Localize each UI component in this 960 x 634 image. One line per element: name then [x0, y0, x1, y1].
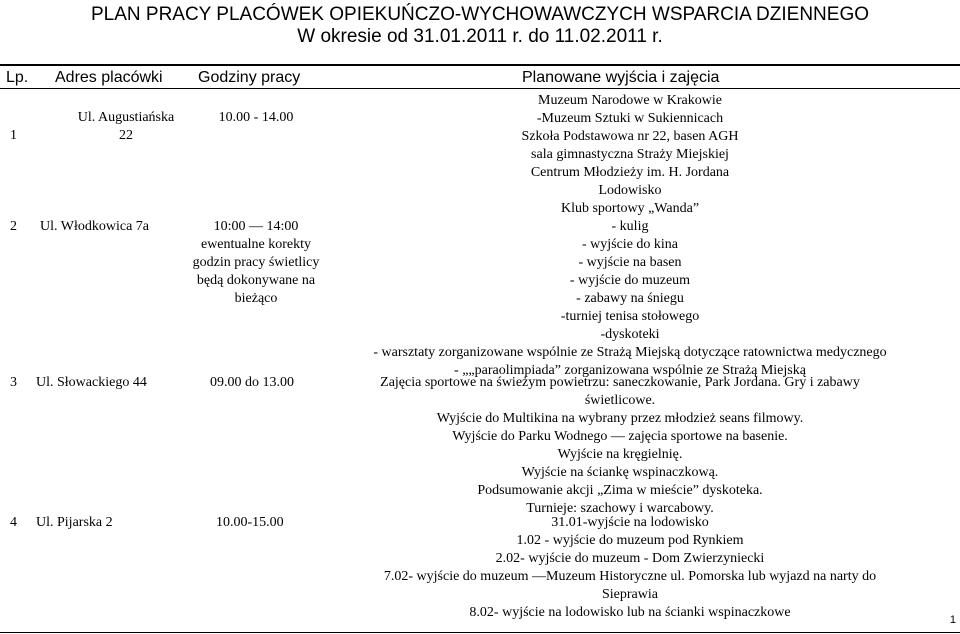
row1-address [66, 109, 186, 145]
plan-item: 8.02- wyjście na lodowisko lub na ścianki wspinaczkowe [469, 605, 791, 620]
plan-item: - „„paraolimpiada” zorganizowana wspólnie ze Strażą Miejską [454, 363, 806, 378]
plan-item: - kulig [611, 219, 649, 234]
plan-item: sala gimnastyczna Straży Miejskiej [531, 147, 729, 162]
row4-hours: 10.00-15.00 [216, 515, 284, 530]
row2-hours [180, 218, 332, 308]
row1-hours [185, 109, 327, 127]
plan-item: -Muzeum Sztuki w Sukiennicach [536, 111, 724, 126]
row2-hours-line: godzin pracy świetlicy [192, 255, 320, 270]
row1-address-line: 22 [119, 128, 133, 143]
plan-item: Wyjście na kręgielnię. [557, 447, 683, 462]
page-number: 1 [949, 614, 956, 626]
row1-plans [430, 92, 830, 218]
plan-item: Muzeum Narodowe w Krakowie [538, 93, 722, 108]
document-title: PLAN PRACY PLACÓWEK OPIEKUŃCZO-WYCHOWAWCZYCH WSPARCIA DZIENNEGO [90, 4, 870, 25]
header-hours: Godziny pracy [198, 69, 301, 86]
row4-address: Ul. Pijarska 2 [36, 515, 113, 530]
plan-item: Sieprawia [602, 587, 658, 602]
row2-lp: 2 [10, 219, 17, 234]
row4-lp: 4 [10, 515, 17, 530]
header-plans: Planowane wyjścia i zajęcia [522, 69, 720, 86]
row2-hours-line: 10:00 — 14:00 [213, 219, 299, 234]
row2-hours-line: ewentualne korekty [200, 237, 311, 252]
plan-item: Podsumowanie akcji „Zima w mieście” dyskoteka. [477, 483, 763, 498]
header-lp: Lp. [6, 69, 29, 86]
plan-item: - wyjście na basen [578, 255, 682, 270]
row3-address: Ul. Słowackiego 44 [36, 375, 147, 390]
row3-lp: 3 [10, 375, 17, 390]
row2-address: Ul. Włodkowica 7a [40, 219, 149, 234]
plan-item: 7.02- wyjście do muzeum —Muzeum Historyczne ul. Pomorska lub wyjazd na narty do [383, 569, 877, 584]
row1-lp: 1 [10, 128, 17, 143]
row4-plans [340, 514, 920, 622]
plan-item: -dyskoteki [600, 327, 660, 342]
plan-item: Wyjście na ściankę wspinaczkową. [521, 465, 719, 480]
plan-item: - wyjście do muzeum [569, 273, 691, 288]
plan-item: Lodowisko [598, 183, 662, 198]
plan-item: 31.01-wyjście na lodowisko [551, 515, 709, 530]
table-top-border [0, 64, 960, 66]
plan-item: Wyjście do Multikina na wybrany przez młodzież seans filmowy. [436, 411, 804, 426]
plan-item: - warsztaty zorganizowane wspólnie ze Strażą Miejską dotyczące ratownictwa medycznego [373, 345, 887, 360]
plan-item: Wyjście do Parku Wodnego — zajęcia sportowe na basenie. [452, 429, 788, 444]
table-bottom-border [0, 632, 960, 633]
plan-item: -turniej tenisa stołowego [560, 309, 700, 324]
row2-hours-line: bieżąco [234, 291, 278, 306]
plan-item: świetlicowe. [584, 393, 656, 408]
plan-item: Szkoła Podstawowa nr 22, basen AGH [521, 129, 739, 144]
plan-item: Klub sportowy „Wanda” [560, 201, 700, 216]
row3-plans [345, 374, 895, 518]
plan-item: - wyjście do kina [581, 237, 679, 252]
plan-item: Zajęcia sportowe na świeżym powietrzu: saneczkowanie, Park Jordana. Gry i zabawy [380, 375, 860, 390]
row1-hours-line: 10.00 - 14.00 [218, 110, 294, 125]
plan-item: - zabawy na śniegu [576, 291, 684, 306]
row2-hours-line: będą dokonywane na [196, 273, 316, 288]
plan-item: 2.02- wyjście do muzeum - Dom Zwierzyniecki [495, 551, 765, 566]
document-subtitle: W okresie od 31.01.2011 r. do 11.02.2011 r. [297, 26, 663, 47]
row3-hours: 09.00 do 13.00 [210, 375, 294, 390]
row2-plans [340, 218, 920, 380]
plan-item: Turnieje: szachowy i warcabowy. [526, 501, 714, 516]
header-address: Adres placówki [55, 69, 163, 86]
plan-item: 1.02 - wyjście do muzeum pod Rynkiem [516, 533, 744, 548]
row1-address-line: Ul. Augustiańska [77, 110, 175, 125]
plan-item: Centrum Młodzieży im. H. Jordana [530, 165, 730, 180]
header-bottom-border [0, 88, 960, 89]
